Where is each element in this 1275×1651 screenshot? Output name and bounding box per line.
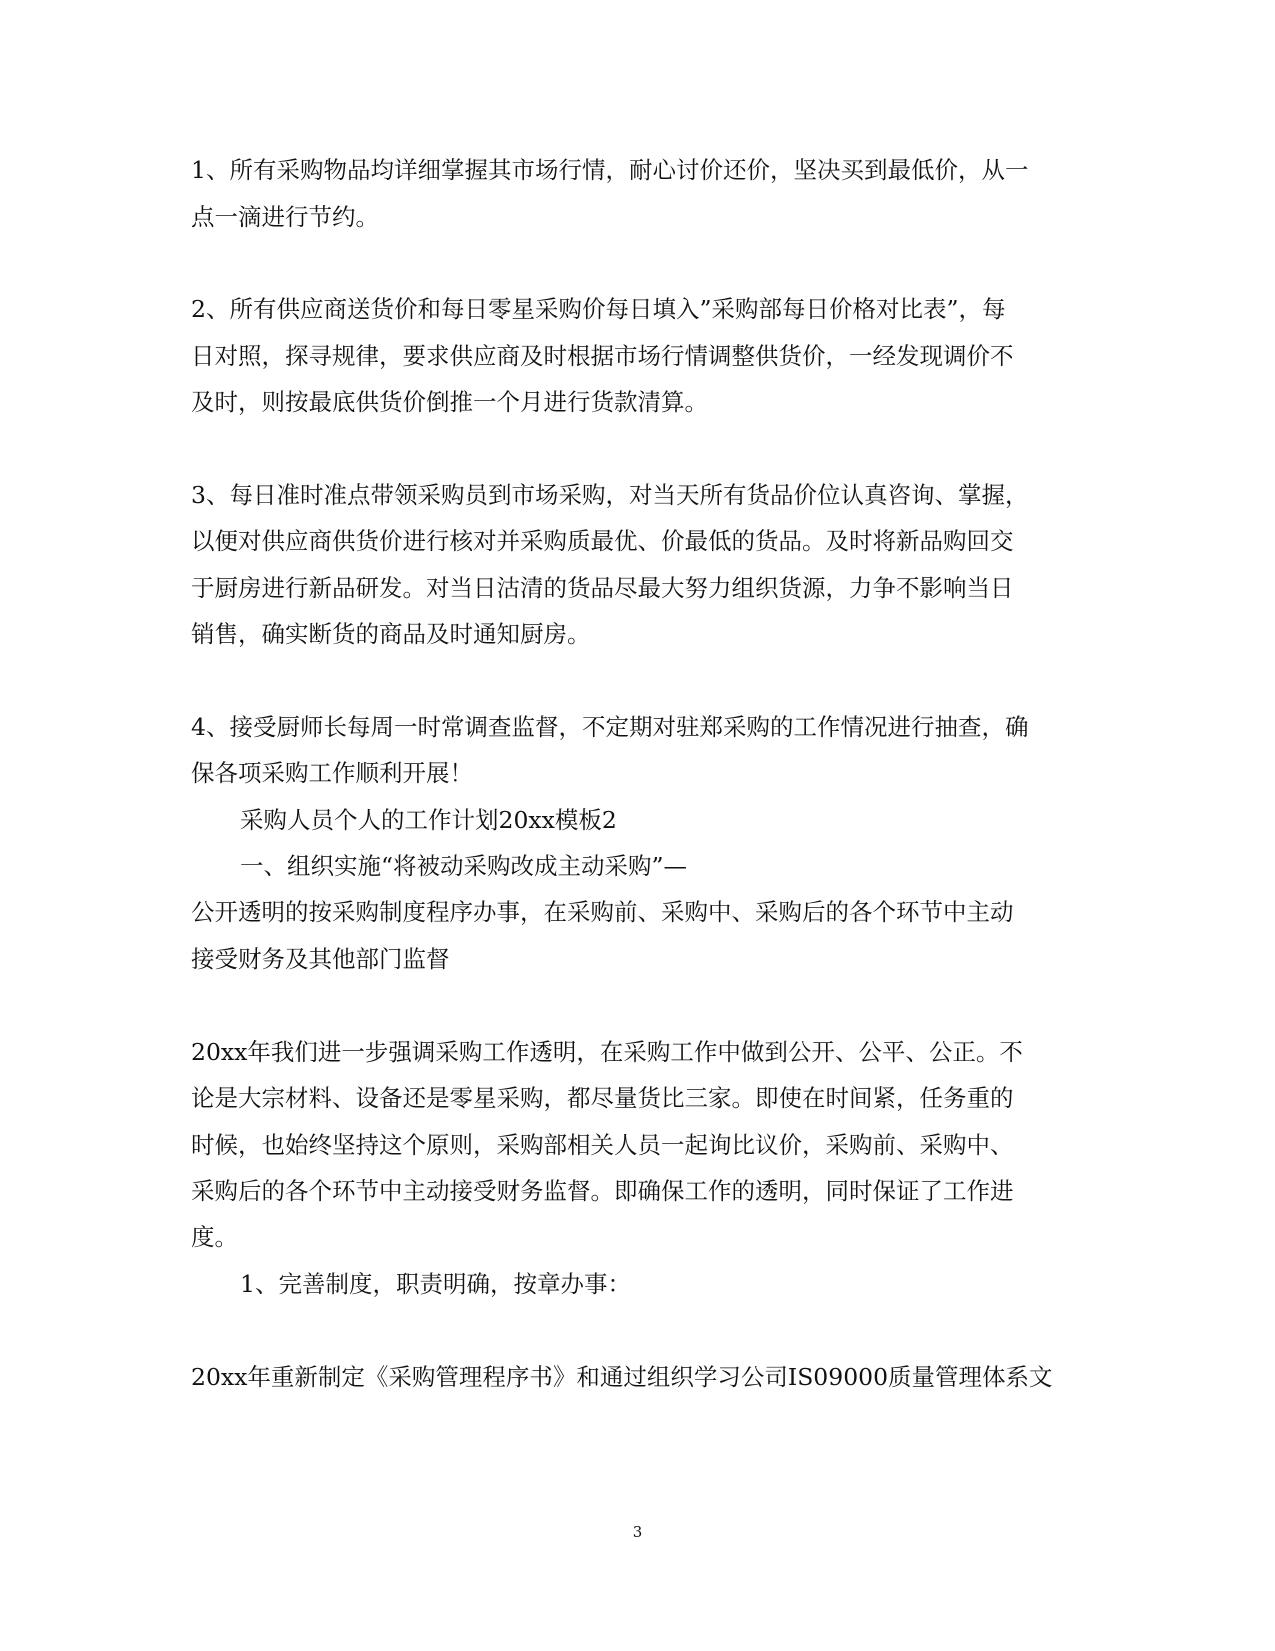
paragraph-5-line-1: 公开透明的按采购制度程序办事，在采购前、采购中、采购后的各个环节中主动	[191, 898, 1014, 926]
paragraph-6-line-2: 论是大宗材料、设备还是零星采购，都尽量货比三家。即使在时间紧，任务重的	[191, 1084, 1014, 1112]
paragraph-4-line-1: 4、接受厨师长每周一时常调查监督，不定期对驻郑采购的工作情况进行抽查，确	[191, 713, 1029, 741]
paragraph-5-line-2: 接受财务及其他部门监督	[191, 945, 450, 973]
paragraph-2-line-2: 日对照，探寻规律，要求供应商及时根据市场行情调整供货价，一经发现调价不	[191, 342, 1014, 370]
paragraph-6-line-4: 采购后的各个环节中主动接受财务监督。即确保工作的透明，同时保证了工作进	[191, 1177, 1014, 1205]
paragraph-2-line-3: 及时，则按最底供货价倒推一个月进行货款清算。	[191, 388, 708, 416]
paragraph-7-line-1: 20xx年重新制定《采购管理程序书》和通过组织学习公司IS09000质量管理体系文	[191, 1363, 1053, 1391]
paragraph-1-line-2: 点一滴进行节约。	[191, 203, 379, 231]
section-heading-1: 一、组织实施“将被动采购改成主动采购”—	[240, 852, 688, 880]
paragraph-3-line-3: 于厨房进行新品研发。对当日沽清的货品尽最大努力组织货源，力争不影响当日	[191, 574, 1014, 602]
subheading-1: 1、完善制度，职责明确，按章办事：	[240, 1270, 631, 1298]
page-number: 3	[632, 1523, 643, 1541]
paragraph-3-line-1: 3、每日准时准点带领采购员到市场采购，对当天所有货品价位认真咨询、掌握，	[191, 481, 1029, 509]
paragraph-3-line-4: 销售，确实断货的商品及时通知厨房。	[191, 620, 591, 648]
paragraph-4-line-2: 保各项采购工作顺利开展！	[191, 759, 473, 787]
section-title: 采购人员个人的工作计划20xx模板2	[240, 806, 617, 834]
paragraph-6-line-5: 度。	[191, 1223, 238, 1251]
paragraph-1-line-1: 1、所有采购物品均详细掌握其市场行情，耐心讨价还价，坚决买到最低价，从一	[191, 156, 1029, 184]
paragraph-6-line-1: 20xx年我们进一步强调采购工作透明，在采购工作中做到公开、公平、公正。不	[191, 1038, 1023, 1066]
paragraph-3-line-2: 以便对供应商供货价进行核对并采购质最优、价最低的货品。及时将新品购回交	[191, 527, 1014, 555]
paragraph-6-line-3: 时候，也始终坚持这个原则，采购部相关人员一起询比议价，采购前、采购中、	[191, 1131, 1014, 1159]
paragraph-2-line-1: 2、所有供应商送货价和每日零星采购价每日填入”采购部每日价格对比表”，每	[191, 295, 1006, 323]
